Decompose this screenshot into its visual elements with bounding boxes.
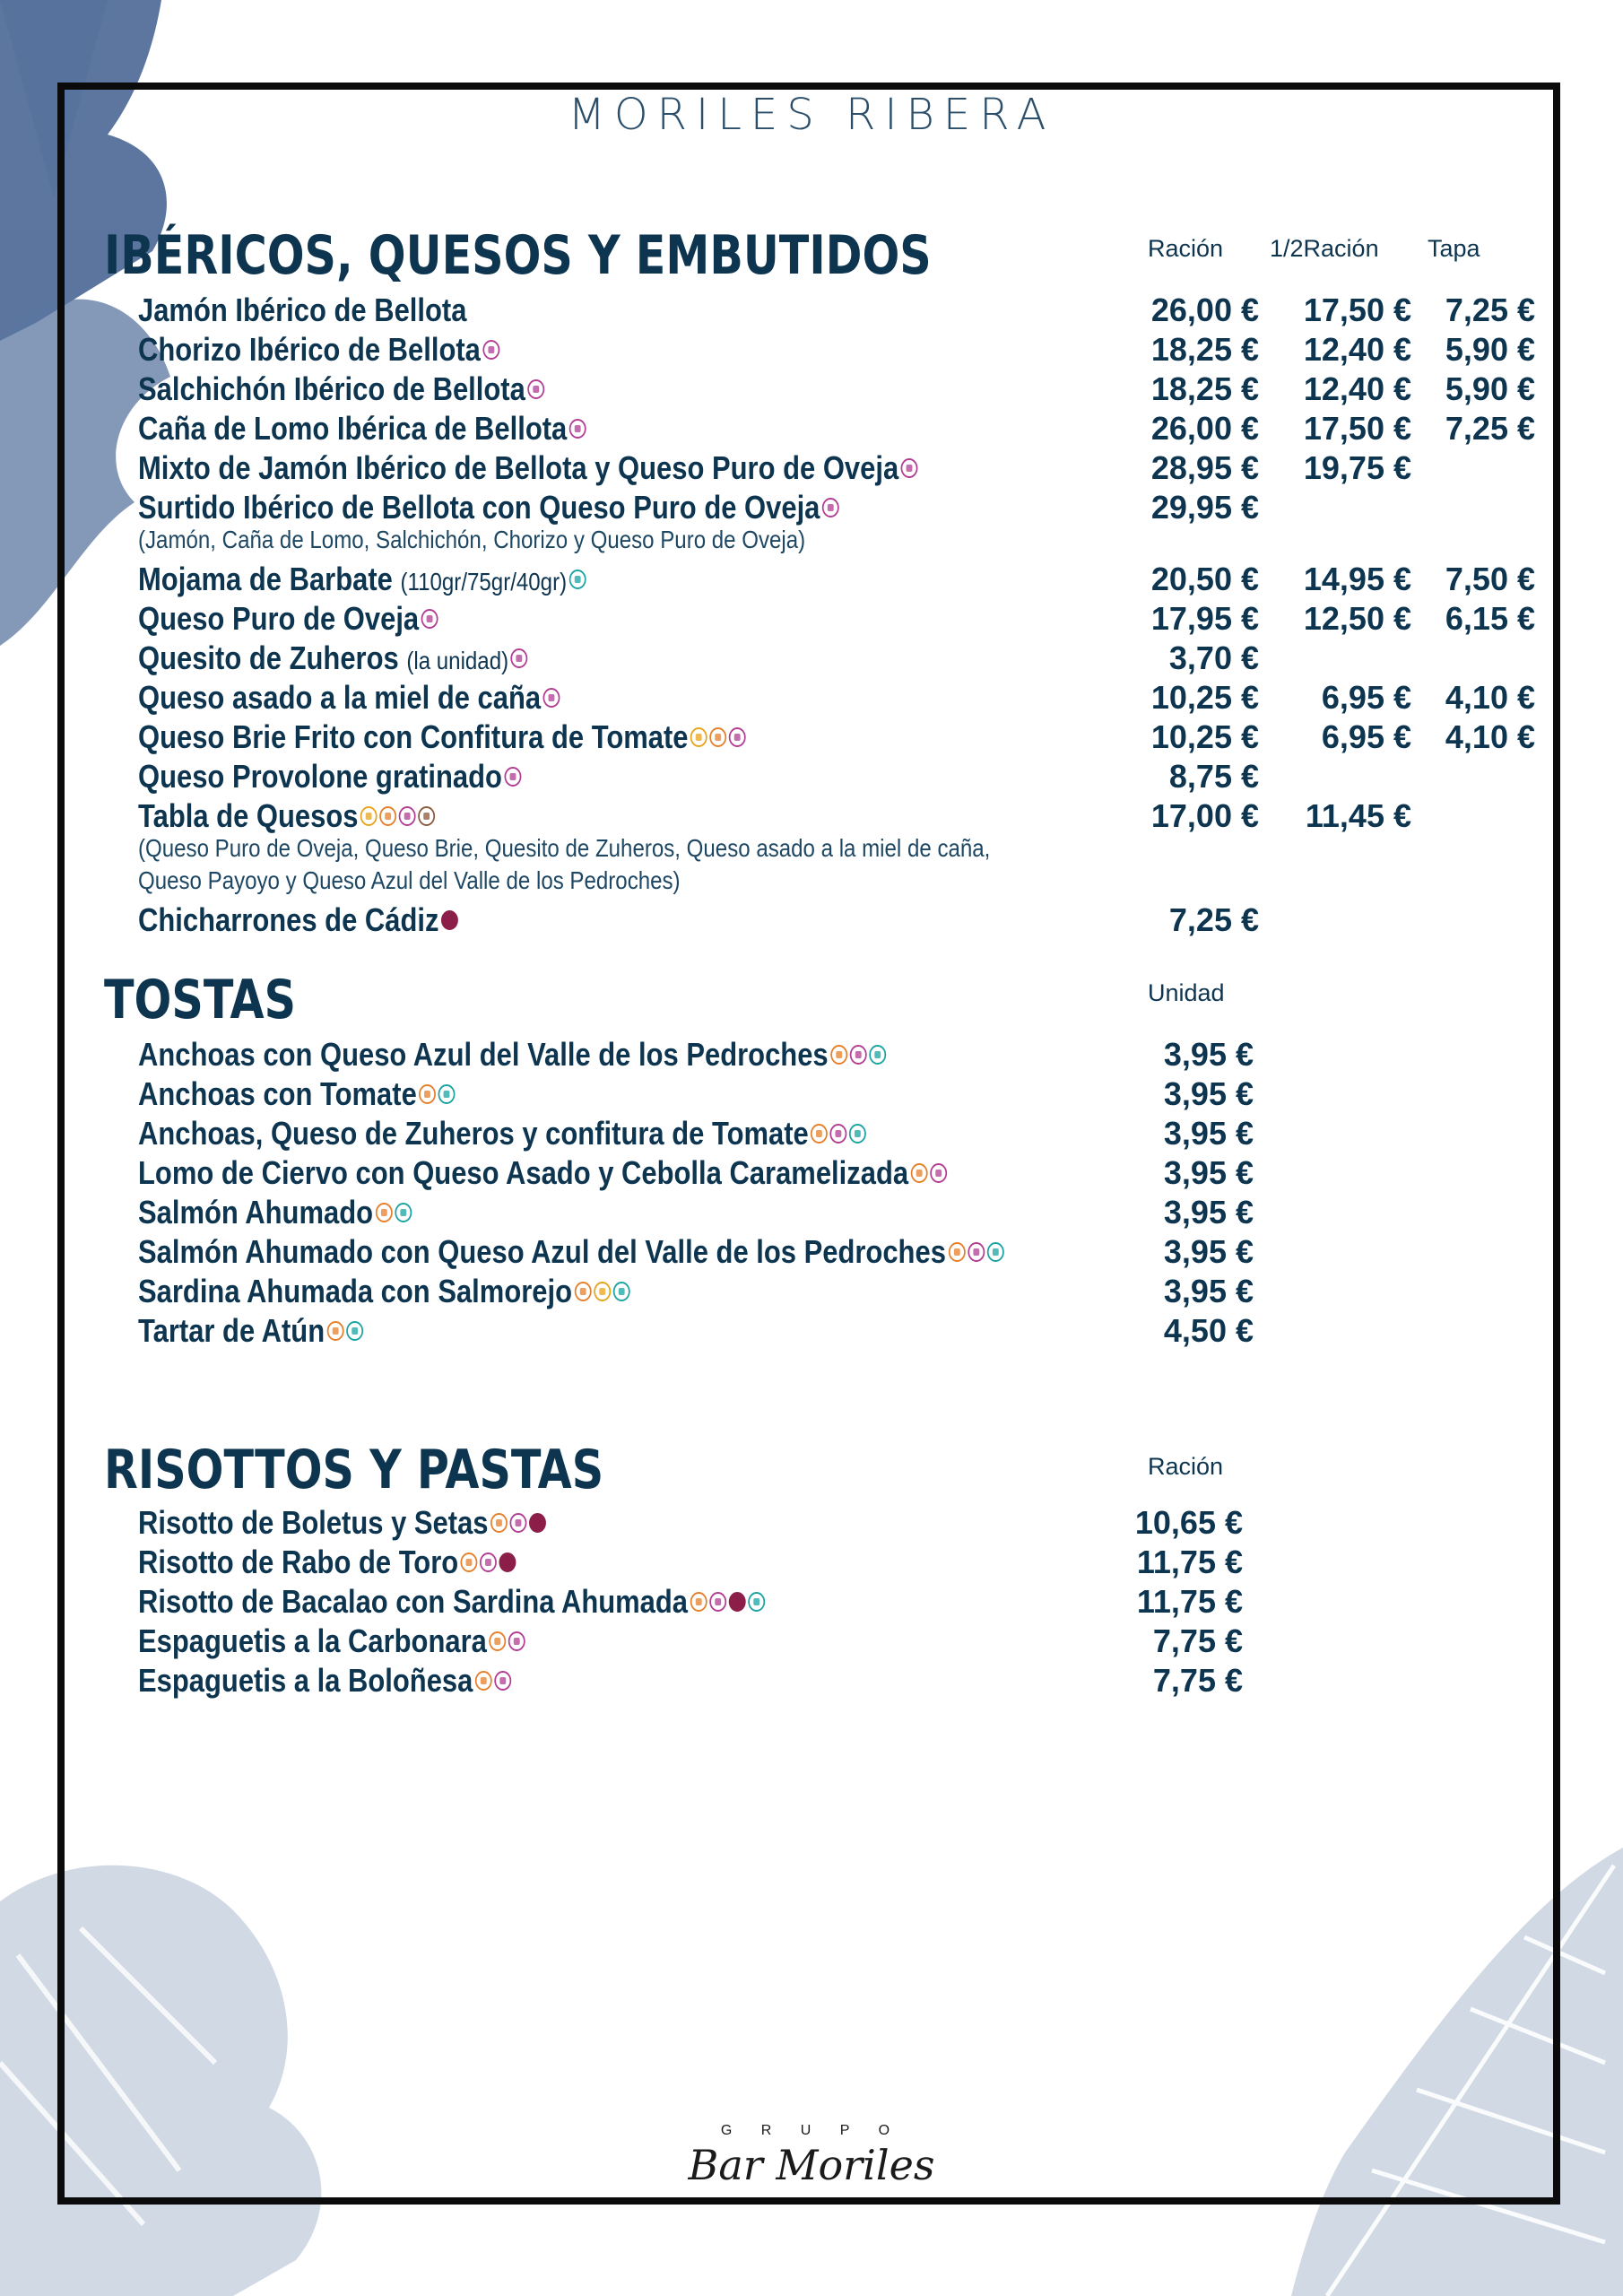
menu-item-label: Queso Provolone gratinado (138, 758, 502, 795)
menu-item-row (0, 1503, 1623, 1543)
price-tapa: 7,25 € (1445, 291, 1535, 328)
price-racion: 11,75 € (1136, 1583, 1243, 1620)
huevo-icon (830, 1045, 847, 1065)
price-media-racion: 6,95 € (1321, 718, 1411, 755)
huevo-icon (811, 1124, 828, 1144)
menu-item-row (0, 718, 1623, 757)
menu-item-name (138, 796, 435, 836)
price-racion: 3,70 € (1168, 639, 1259, 676)
menu-item-row (0, 1582, 1623, 1622)
gluten-icon (594, 1282, 611, 1301)
menu-item-name (138, 488, 839, 527)
section-title-risottos: RISOTTOS Y PASTAS (104, 1439, 604, 1501)
price-media-racion: 14,95 € (1303, 561, 1411, 597)
lactosa-icon (510, 1513, 527, 1533)
price-media-racion: 12,40 € (1303, 331, 1411, 368)
menu-item-row (0, 639, 1623, 678)
menu-item-row (0, 370, 1623, 409)
lactosa-icon (421, 609, 438, 629)
menu-item-label: Quesito de Zuheros (138, 639, 399, 676)
grupo-bar-moriles-logo (664, 2117, 959, 2192)
menu-item-row (0, 1311, 1623, 1351)
pescado-icon (613, 1282, 630, 1301)
lactosa-icon (505, 767, 522, 787)
price-racion: 17,95 € (1150, 600, 1259, 637)
pescado-icon (849, 1124, 866, 1144)
huevo-icon (376, 1203, 393, 1222)
lactosa-icon (482, 340, 499, 360)
price-racion: 26,00 € (1150, 410, 1259, 447)
pescado-icon (346, 1321, 363, 1341)
price-racion: 8,75 € (1168, 758, 1259, 795)
menu-item-label: Mojama de Barbate (138, 561, 393, 597)
menu-item-row (0, 900, 1623, 940)
menu-item-name (138, 1311, 363, 1351)
menu-item-row (0, 488, 1623, 527)
sulfitos-icon (499, 1552, 516, 1572)
menu-item-label: Queso Puro de Oveja (138, 600, 420, 637)
pescado-icon (395, 1203, 412, 1222)
menu-item-label: Salchichón Ibérico de Bellota (138, 370, 525, 407)
price-unidad: 3,95 € (1163, 1273, 1254, 1309)
pescado-icon (748, 1592, 765, 1612)
huevo-icon (419, 1084, 436, 1104)
column-header-racion: Ración (1148, 235, 1224, 262)
pescado-icon (438, 1084, 456, 1104)
menu-item-row (0, 1114, 1623, 1153)
lactosa-icon (494, 1671, 511, 1691)
pescado-icon (986, 1242, 1003, 1262)
menu-item-label: Risotto de Rabo de Toro (138, 1544, 459, 1580)
price-tapa: 5,90 € (1445, 331, 1535, 368)
menu-item-label: Sardina Ahumada con Salmorejo (138, 1273, 573, 1309)
lactosa-icon (822, 498, 839, 517)
menu-item-name (138, 409, 586, 448)
huevo-icon (327, 1321, 344, 1341)
column-header-racion-risottos: Ración (1148, 1453, 1224, 1480)
menu-item-name (138, 291, 466, 330)
price-racion: 18,25 € (1150, 331, 1259, 368)
menu-item-label: Mixto de Jamón Ibérico de Bellota y Queso Puro de Oveja (138, 449, 899, 486)
price-racion: 26,00 € (1150, 291, 1259, 328)
menu-item-row (0, 330, 1623, 370)
column-header-tapa: Tapa (1428, 235, 1480, 262)
price-media-racion: 6,95 € (1321, 679, 1411, 716)
menu-item-label: Anchoas con Queso Azul del Valle de los Pedroches (138, 1036, 829, 1073)
menu-item-name (138, 1074, 456, 1114)
menu-item-name (138, 560, 586, 602)
menu-item-label: Salmón Ahumado con Queso Azul del Valle de los Pedroches (138, 1233, 946, 1270)
price-racion: 20,50 € (1150, 561, 1259, 597)
menu-item-name (138, 599, 438, 639)
menu-item-note: (110gr/75gr/40gr) (400, 568, 568, 596)
lactosa-icon (508, 1631, 525, 1651)
lactosa-icon (543, 688, 560, 708)
lactosa-icon (399, 806, 416, 826)
price-unidad: 3,95 € (1163, 1154, 1254, 1191)
menu-item-row (0, 1622, 1623, 1661)
menu-item-label: Risotto de Boletus y Setas (138, 1504, 489, 1541)
menu-item-name (138, 330, 499, 370)
lactosa-icon (729, 727, 746, 747)
menu-item-name (138, 1232, 1003, 1272)
menu-item-label: Risotto de Bacalao con Sardina Ahumada (138, 1583, 689, 1620)
menu-item-name (138, 1193, 412, 1232)
section-title-tostas: TOSTAS (104, 969, 297, 1031)
section-title-ibericos: IBÉRICOS, QUESOS Y EMBUTIDOS (104, 224, 932, 287)
menu-item-name (138, 900, 458, 940)
price-unidad: 3,95 € (1163, 1233, 1254, 1270)
lactosa-icon (830, 1124, 847, 1144)
menu-item-name (138, 1543, 516, 1582)
menu-item-row (0, 1232, 1623, 1272)
menu-item-label: Espaguetis a la Boloñesa (138, 1662, 473, 1699)
price-racion: 10,25 € (1150, 718, 1259, 755)
price-tapa: 7,50 € (1445, 561, 1535, 597)
price-media-racion: 17,50 € (1303, 291, 1411, 328)
menu-item-row (0, 560, 1623, 599)
price-racion: 11,75 € (1136, 1544, 1243, 1580)
column-header-media-racion: 1/2Ración (1270, 235, 1379, 262)
price-racion: 7,75 € (1152, 1622, 1243, 1659)
menu-item-row (0, 1153, 1623, 1193)
huevo-icon (911, 1163, 928, 1183)
column-header-unidad: Unidad (1148, 979, 1225, 1006)
menu-item-label: Caña de Lomo Ibérica de Bellota (138, 410, 568, 447)
menu-item-name (138, 1622, 525, 1661)
price-tapa: 6,15 € (1445, 600, 1535, 637)
huevo-icon (710, 727, 727, 747)
huevo-icon (490, 1513, 508, 1533)
menu-item-label: Chorizo Ibérico de Bellota (138, 331, 481, 368)
price-racion: 29,95 € (1150, 489, 1259, 526)
lactosa-icon (527, 379, 544, 399)
sulfitos-icon (729, 1592, 746, 1612)
menu-item-label: Salmón Ahumado (138, 1194, 374, 1231)
huevo-icon (380, 806, 397, 826)
menu-item-label: Chicharrones de Cádiz (138, 901, 439, 938)
svg-text:Bar Moriles: Bar Moriles (688, 2141, 935, 2189)
price-media-racion: 19,75 € (1303, 449, 1411, 486)
menu-item-row (0, 1272, 1623, 1311)
price-racion: 10,25 € (1150, 679, 1259, 716)
lactosa-icon (480, 1552, 497, 1572)
huevo-icon (461, 1552, 478, 1572)
menu-item-row (0, 1661, 1623, 1700)
menu-item-name (138, 1153, 947, 1193)
menu-item-label: Anchoas, Queso de Zuheros y confitura de Tomate (138, 1115, 809, 1152)
price-media-racion: 12,40 € (1303, 370, 1411, 407)
menu-item-name (138, 1035, 886, 1074)
sulfitos-icon (441, 910, 458, 930)
page-title: MORILES RIBERA (568, 90, 1055, 140)
huevo-icon (489, 1631, 506, 1651)
menu-item-row (0, 1193, 1623, 1232)
menu-item-row (0, 678, 1623, 718)
surtido-description: (Jamón, Caña de Lomo, Salchichón, Chorizo y Queso Puro de Oveja) (138, 526, 806, 553)
pescado-icon (569, 570, 586, 589)
menu-item-name (138, 718, 746, 757)
price-racion: 7,75 € (1152, 1662, 1243, 1699)
menu-item-label: Anchoas con Tomate (138, 1075, 417, 1112)
huevo-icon (948, 1242, 965, 1262)
menu-item-note: (la unidad) (406, 647, 509, 674)
menu-item-name (138, 757, 521, 796)
menu-item-name (138, 1661, 511, 1700)
price-media-racion: 12,50 € (1303, 600, 1411, 637)
menu-item-label: Queso asado a la miel de caña (138, 679, 542, 716)
menu-item-name (138, 1582, 765, 1622)
menu-item-row (0, 448, 1623, 488)
menu-item-row (0, 1074, 1623, 1114)
tabla-quesos-description-line-1: (Queso Puro de Oveja, Queso Brie, Quesito de Zuheros, Queso asado a la miel de caña, (138, 834, 991, 862)
menu-item-name (138, 370, 544, 409)
gluten-icon (360, 806, 378, 826)
price-tapa: 4,10 € (1445, 679, 1535, 716)
menu-item-row (0, 796, 1623, 836)
price-unidad: 3,95 € (1163, 1036, 1254, 1073)
svg-text:G R U P O: G R U P O (720, 2123, 903, 2138)
pescado-icon (869, 1045, 886, 1065)
tabla-quesos-description-line-2: Queso Payoyo y Queso Azul del Valle de los Pedroches) (138, 866, 681, 894)
huevo-icon (690, 1592, 707, 1612)
menu-item-label: Tartar de Atún (138, 1312, 325, 1349)
price-racion: 7,25 € (1168, 901, 1259, 938)
price-tapa: 5,90 € (1445, 370, 1535, 407)
huevo-icon (475, 1671, 492, 1691)
menu-item-label: Espaguetis a la Carbonara (138, 1622, 487, 1659)
menu-item-name (138, 448, 918, 488)
huevo-icon (575, 1282, 592, 1301)
menu-item-name (138, 639, 528, 681)
price-tapa: 7,25 € (1445, 410, 1535, 447)
price-unidad: 3,95 € (1163, 1194, 1254, 1231)
menu-item-label: Queso Brie Frito con Confitura de Tomate (138, 718, 689, 755)
menu-item-row (0, 757, 1623, 796)
menu-item-row (0, 599, 1623, 639)
menu-item-row (0, 291, 1623, 330)
price-media-racion: 17,50 € (1303, 410, 1411, 447)
sulfitos-icon (529, 1513, 546, 1533)
menu-item-name (138, 1114, 866, 1153)
price-racion: 28,95 € (1150, 449, 1259, 486)
price-racion: 17,00 € (1150, 797, 1259, 834)
menu-item-name (138, 1272, 630, 1311)
price-racion: 18,25 € (1150, 370, 1259, 407)
menu-item-row (0, 1543, 1623, 1582)
menu-item-label: Tabla de Quesos (138, 797, 359, 834)
gluten-icon (690, 727, 707, 747)
lactosa-icon (901, 458, 918, 478)
price-unidad: 3,95 € (1163, 1115, 1254, 1152)
price-unidad: 4,50 € (1163, 1312, 1254, 1349)
menu-item-row (0, 409, 1623, 448)
menu-item-label: Jamón Ibérico de Bellota (138, 291, 467, 328)
menu-item-label: Surtido Ibérico de Bellota con Queso Puro de Oveja (138, 489, 820, 526)
price-tapa: 4,10 € (1445, 718, 1535, 755)
menu-item-label: Lomo de Ciervo con Queso Asado y Cebolla Caramelizada (138, 1154, 909, 1191)
lactosa-icon (930, 1163, 947, 1183)
menu-item-name (138, 678, 560, 718)
lactosa-icon (850, 1045, 867, 1065)
price-racion: 10,65 € (1134, 1504, 1243, 1541)
price-unidad: 3,95 € (1163, 1075, 1254, 1112)
lactosa-icon (709, 1592, 726, 1612)
frutos-icon (419, 806, 436, 826)
menu-item-row (0, 1035, 1623, 1074)
lactosa-icon (968, 1242, 985, 1262)
menu-item-name (138, 1503, 546, 1543)
lactosa-icon (511, 648, 528, 668)
price-media-racion: 11,45 € (1305, 797, 1411, 834)
lactosa-icon (569, 419, 586, 439)
